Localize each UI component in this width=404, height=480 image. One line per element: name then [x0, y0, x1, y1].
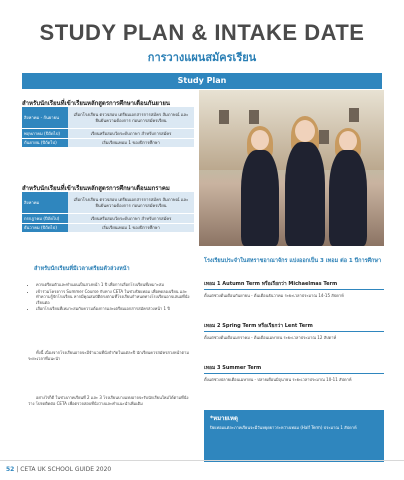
right-column-heading: โรงเรียนประจำในสหราชอาณาจักร แบ่งออกเป็น 3 เทอม ต่อ 1 ปีการศึกษา — [204, 258, 382, 264]
term-title: เทอม 2 Spring Term หรือเรียกว่า Lent Term — [204, 322, 384, 332]
table-row — [22, 192, 194, 214]
page-title: STUDY PLAN & INTAKE DATE — [39, 20, 365, 45]
term-desc: ตั้งแต่ช่วงต้นเดือนมกราคม - ต้นเดือนเมษายน ระยะเวลาประมาณ 12 สัปดาห์ — [204, 335, 337, 340]
term-desc: ตั้งแต่ช่วงต้นเดือนกันยายน - ต้นเดือนธันวาคม ระยะเวลาประมาณ 14-15 สัปดาห์ — [204, 293, 344, 298]
row-value: เริ่มเรียนเทอม 1 ของปีการศึกษา — [68, 223, 194, 233]
term-2 — [204, 322, 384, 340]
row-label: สิงหาคม — [22, 192, 68, 214]
section1-heading: สำหรับนักเรียนที่เข้าเรียนหลักสูตรการศึกษาเดือนกันยายน — [22, 100, 170, 107]
list-item: • เข้าร่วมโครงการ Summer Course กับทาง CETA ในช่วงปิดเทอม เพื่อทดลองเรียน และทำความรู้จักโรงเรียน หากมีคุณสมบัติตรงตามที่โรงเรียนกำหนดทางโรงเรียนอาจเสนอที่นั่งเรียนต่อ — [36, 289, 194, 306]
row-value: เลือกโรงเรียน ตรวจสอบ เตรียมเอกสารการสมัคร สัมภาษณ์ และยืนยันความต้องการ ก่อนการสมัครเรียน — [68, 107, 194, 129]
left-bullets — [28, 282, 194, 313]
section2-heading: สำหรับนักเรียนที่เข้าเรียนหลักสูตรการศึกษาเดือนมกราคม — [22, 185, 170, 192]
page-number: 52 — [6, 466, 15, 473]
page-subtitle: การวางแผนสมัครเรียน — [147, 51, 257, 64]
term-title: เทอม 3 Summer Term — [204, 364, 384, 374]
row-value: เริ่มเรียนเทอม 1 ของปีการศึกษา — [68, 138, 194, 148]
table-row — [22, 129, 194, 139]
term-3 — [204, 364, 384, 382]
table-row — [22, 214, 194, 224]
footer-divider — [0, 460, 404, 461]
note-title: *หมายเหตุ — [210, 415, 238, 422]
term-title: เทอม 1 Autumn Term หรือเรียกว่า Michaelmas Term — [204, 280, 384, 290]
footer — [6, 466, 111, 473]
left-paragraph-2: อย่างไรก็ดี ในช่วงภาคเรียนที่ 2 และ 3 โรงเรียนบางแห่งอาจจะรับนักเรียนใหม่ได้ตามที่นั่งว่าง โปรดติดต่อ CETA เพื่อตรวจสอบที่นั่งว่างและคำแนะนำเพิ่มเติม — [28, 395, 189, 406]
study-plan-banner: Study Plan — [22, 73, 382, 89]
row-value: เรียนหรือสอบวัดระดับภาษา สำหรับการสมัคร — [68, 214, 194, 224]
left-column-heading: สำหรับนักเรียนที่มีเวลาเตรียมตัวล่วงหน้า — [34, 266, 130, 272]
row-label: สิงหาคม - กันยายน — [22, 107, 68, 129]
term-1 — [204, 280, 384, 298]
row-label: กันยายน (ปีถัดไป) — [22, 138, 68, 148]
section1-table — [22, 107, 194, 148]
list-item: • เลือกโรงเรียนที่เหมาะสมกับความต้องการและเตรียมเอกสารสมัครล่วงหน้า 1 ปี — [36, 306, 194, 312]
note-box — [204, 410, 384, 462]
footer-brand: CETA UK SCHOOL GUIDE 2020 — [20, 466, 112, 473]
left-paragraph-1: ทั้งนี้ เนื่องจากโรงเรียนอาจจะมีจำนวนที่นั่งจำกัดในแต่ละปี นักเรียนควรสมัครล่วงหน้าตามระยะเวลาที่แนะนำ — [28, 350, 190, 361]
row-value: เรียนหรือสอบวัดระดับภาษา สำหรับการสมัคร — [68, 129, 194, 139]
term-desc: ตั้งแต่ช่วงปลายเดือนเมษายน - ปลายเดือนมิถุนายน ระยะเวลาประมาณ 10-11 สัปดาห์ — [204, 377, 352, 382]
row-label: ธันวาคม (ปีถัดไป) — [22, 223, 68, 233]
row-label: พฤษภาคม (ปีถัดไป) — [22, 129, 68, 139]
note-text: ปิดเทอมแต่ละภาคเรียนจะมีวันหยุดยาวระหว่างเทอม (Half Term) ประมาณ 1 สัปดาห์ — [210, 425, 357, 430]
row-value: เลือกโรงเรียน ตรวจสอบ เตรียมเอกสารการสมัคร สัมภาษณ์ และยืนยันความต้องการ ก่อนการสมัครเรียน — [68, 192, 194, 214]
table-row — [22, 107, 194, 129]
row-label: กรกฎาคม (ปีถัดไป) — [22, 214, 68, 224]
table-row — [22, 138, 194, 148]
section2-table — [22, 192, 194, 233]
table-row — [22, 223, 194, 233]
footer-separator: | — [16, 466, 21, 473]
list-item: • ควรเตรียมตัวและทำแผนเป็นล่วงหน้า 1 ปี เพื่อการเลือกโรงเรียนที่เหมาะสม — [36, 282, 194, 288]
students-photo — [199, 90, 384, 246]
